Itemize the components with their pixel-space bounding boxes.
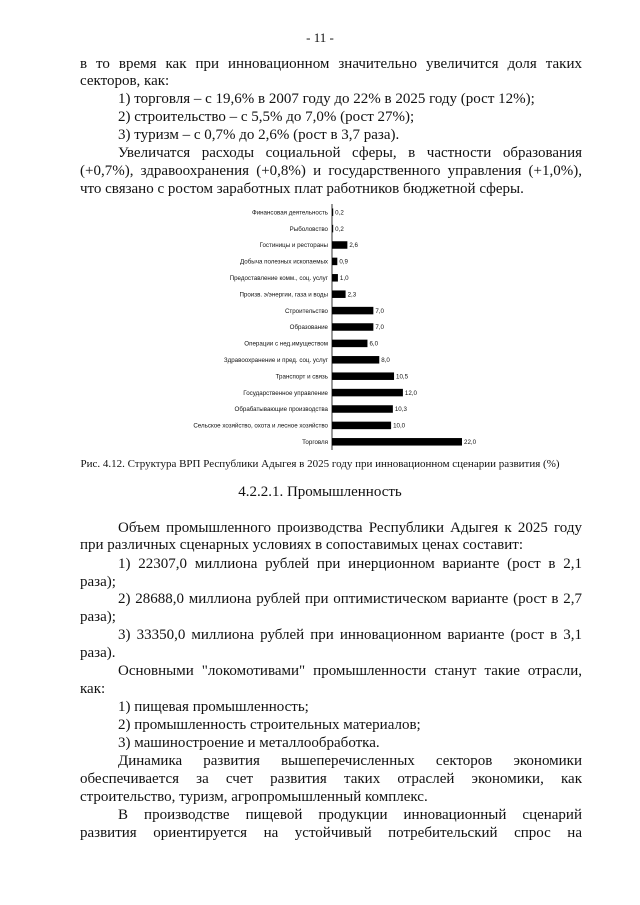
paragraph-line: Динамика развития вышеперечисленных секторов экономики — [118, 753, 582, 769]
list-item: 1) торговля – с 19,6% в 2007 году до 22% в 2025 году (рост 12%); — [118, 91, 535, 107]
data-label: 10,0 — [393, 422, 406, 430]
category-label: Торговля — [302, 439, 328, 446]
list-item: 3) туризм – с 0,7% до 2,6% (рост в 3,7 раза). — [118, 127, 400, 143]
list-item: 2) строительство – с 5,5% до 7,0% (рост 27%); — [118, 109, 415, 125]
list-item-continuation: раза); — [80, 609, 116, 625]
bar — [332, 422, 391, 430]
data-label: 10,3 — [394, 406, 407, 414]
category-label: Здравоохранение и пред. соц. услуг — [223, 357, 328, 364]
list-item: 1) пищевая промышленность; — [118, 699, 309, 715]
category-label: Операции с нед.имуществом — [244, 340, 328, 348]
list-item: 1) 22307,0 миллиона рублей при инерционном варианте (рост в 2,1 — [118, 556, 582, 572]
category-label: Сельское хозяйство, охота и лесное хозяйство — [193, 422, 328, 430]
bar — [332, 340, 367, 348]
bar — [332, 225, 333, 233]
paragraph-line: Объем промышленного производства Республики Адыгея к 2025 году — [118, 520, 582, 536]
data-label: 2,6 — [349, 242, 358, 250]
paragraph-line: (+0,7%), здравоохранения (+0,8%) и государственного управления (+1,0%), — [80, 163, 582, 179]
data-label: 2,3 — [347, 291, 357, 299]
paragraph-line: как: — [80, 681, 106, 697]
bar — [332, 438, 462, 446]
data-label: 10,5 — [396, 373, 409, 381]
data-label: 6,0 — [369, 340, 379, 348]
bar — [332, 372, 394, 380]
list-item: 3) машиностроение и металлообработка. — [118, 735, 380, 751]
data-label: 7,0 — [375, 324, 384, 332]
grp-structure-bar-chart — [150, 200, 490, 454]
paragraph-line: секторов, как: — [80, 73, 170, 89]
data-label: 8,0 — [381, 357, 390, 364]
bar — [332, 208, 333, 216]
category-label: Добыча полезных ископаемых — [240, 258, 328, 266]
bar — [332, 258, 337, 266]
paragraph-line: в то время как при инновационном значительно увеличится доля таких — [80, 56, 582, 72]
data-label: 0,2 — [335, 225, 344, 233]
bar — [332, 241, 347, 249]
bar — [332, 274, 338, 282]
list-item-continuation: раза); — [80, 574, 116, 590]
category-label: Рыболовство — [289, 225, 328, 233]
paragraph-line: что связано с ростом заработных плат работников бюджетной сферы. — [80, 181, 524, 197]
data-label: 12,0 — [404, 389, 417, 397]
category-label: Образование — [289, 324, 328, 332]
paragraph-line: В производстве пищевой продукции инновационный сценарий — [118, 807, 582, 823]
category-label: Предоставление комм., соц. услуг — [229, 275, 328, 282]
page-number: - 11 - — [306, 30, 334, 45]
data-label: 0,9 — [339, 258, 348, 266]
paragraph-line: развития ориентируется на устойчивый потребительский спрос на — [80, 825, 582, 841]
category-label: Государственное управление — [243, 389, 328, 397]
category-label: Обрабатывающие производства — [234, 406, 328, 414]
paragraph-line: строительство, туризм, агропромышленный комплекс. — [80, 789, 428, 805]
figure-caption: Рис. 4.12. Структура ВРП Республики Адыгея в 2025 году при инновационном сценарии развития (%) — [80, 458, 560, 470]
list-item-continuation: раза). — [80, 645, 116, 661]
data-label: 7,0 — [375, 307, 384, 315]
section-title: 4.2.2.1. Промышленность — [238, 484, 402, 500]
category-label: Строительство — [284, 307, 328, 315]
bar — [332, 405, 393, 413]
bar — [332, 389, 403, 397]
data-label: 1,0 — [339, 275, 349, 282]
paragraph-line: при различных сценарных условиях в сопоставимых ценах составит: — [80, 537, 523, 553]
bar — [332, 307, 373, 315]
category-label: Произв. э/энергии, газа и воды — [239, 291, 328, 299]
category-label: Финансовая деятельность — [251, 209, 328, 217]
paragraph-line: Увеличатся расходы социальной сферы, в частности образования — [118, 145, 582, 161]
paragraph-line: Основными "локомотивами" промышленности станут такие отрасли, — [118, 663, 582, 679]
list-item: 3) 33350,0 миллиона рублей при инновационном варианте (рост в 3,1 — [118, 627, 582, 643]
data-label: 22,0 — [464, 439, 477, 446]
data-label: 0,2 — [335, 209, 344, 217]
bar — [332, 323, 373, 331]
category-label: Транспорт и связь — [275, 373, 328, 381]
category-label: Гостиницы и рестораны — [259, 242, 328, 250]
bar — [332, 356, 379, 364]
list-item: 2) промышленность строительных материалов; — [118, 717, 421, 733]
paragraph-line: обеспечивается за счет развития таких отраслей экономики, как — [80, 771, 582, 787]
list-item: 2) 28688,0 миллиона рублей при оптимистическом варианте (рост в 2,7 — [118, 591, 582, 607]
bar — [332, 290, 346, 298]
